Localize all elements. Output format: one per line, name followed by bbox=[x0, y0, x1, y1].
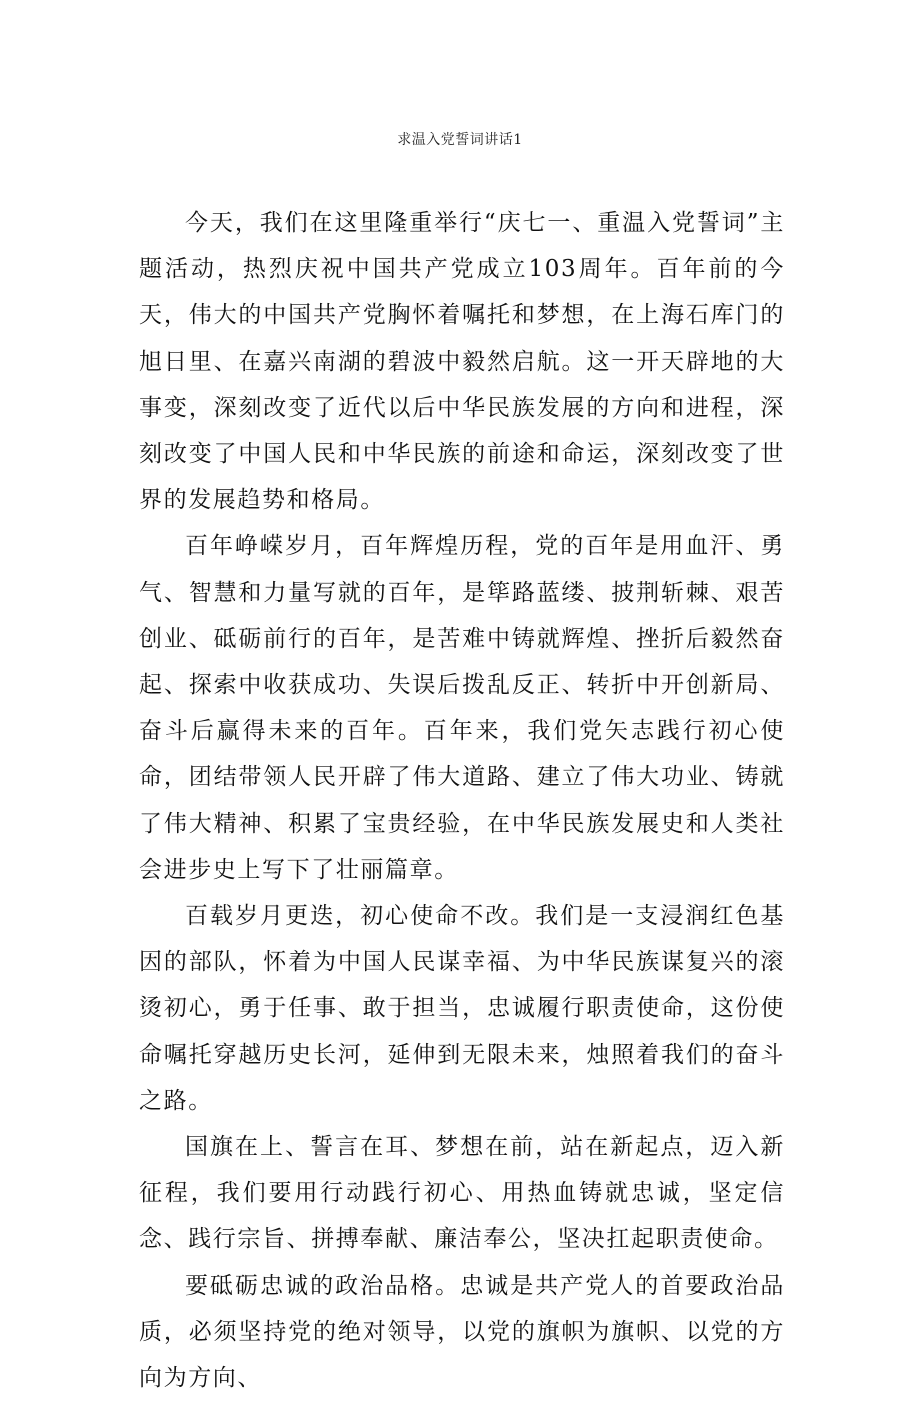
document-body bbox=[139, 200, 785, 1401]
document-title: 求温入党誓词讲话1 bbox=[397, 132, 523, 148]
paragraph-2: 百年峥嵘岁月，百年辉煌历程，党的百年是用血汗、勇气、智慧和力量写就的百年，是筚路蓝缕、披荆斩棘、艰苦创业、砥砺前行的百年，是苦难中铸就辉煌、挫折后毅然奋起、探索中收获成功、失误后拨乱反正、转折中开创新局、奋斗后赢得未来的百年。百年来，我们党矢志践行初心使命，团结带领人民开辟了伟大道路、建立了伟大功业、铸就了伟大精神、积累了宝贵经验，在中华民族发展史和人类社会进步史上写下了壮丽篇章。 bbox=[139, 533, 785, 883]
paragraph-3: 百载岁月更迭，初心使命不改。我们是一支浸润红色基因的部队，怀着为中国人民谋幸福、为中华民族谋复兴的滚烫初心，勇于任事、敢于担当，忠诚履行职责使命，这份使命嘱托穿越历史长河，延伸到无限未来，烛照着我们的奋斗之路。 bbox=[139, 903, 785, 1114]
paragraph-1: 今天，我们在这里隆重举行“庆七一、重温入党誓词”主题活动，热烈庆祝中国共产党成立103周年。百年前的今天，伟大的中国共产党胸怀着嘱托和梦想，在上海石库门的旭日里、在嘉兴南湖的碧波中毅然启航。这一开天辟地的大事变，深刻改变了近代以后中华民族发展的方向和进程，深刻改变了中国人民和中华民族的前途和命运，深刻改变了世界的发展趋势和格局。 bbox=[139, 210, 785, 514]
paragraph-4: 国旗在上、誓言在耳、梦想在前，站在新起点，迈入新征程，我们要用行动践行初心、用热血铸就忠诚，坚定信念、践行宗旨、拼搏奉献、廉洁奉公，坚决扛起职责使命。 bbox=[139, 1134, 785, 1253]
paragraph-5: 要砥砺忠诚的政治品格。忠诚是共产党人的首要政治品质，必须坚持党的绝对领导，以党的旗帜为旗帜、以党的方向为方向、 bbox=[139, 1272, 785, 1392]
